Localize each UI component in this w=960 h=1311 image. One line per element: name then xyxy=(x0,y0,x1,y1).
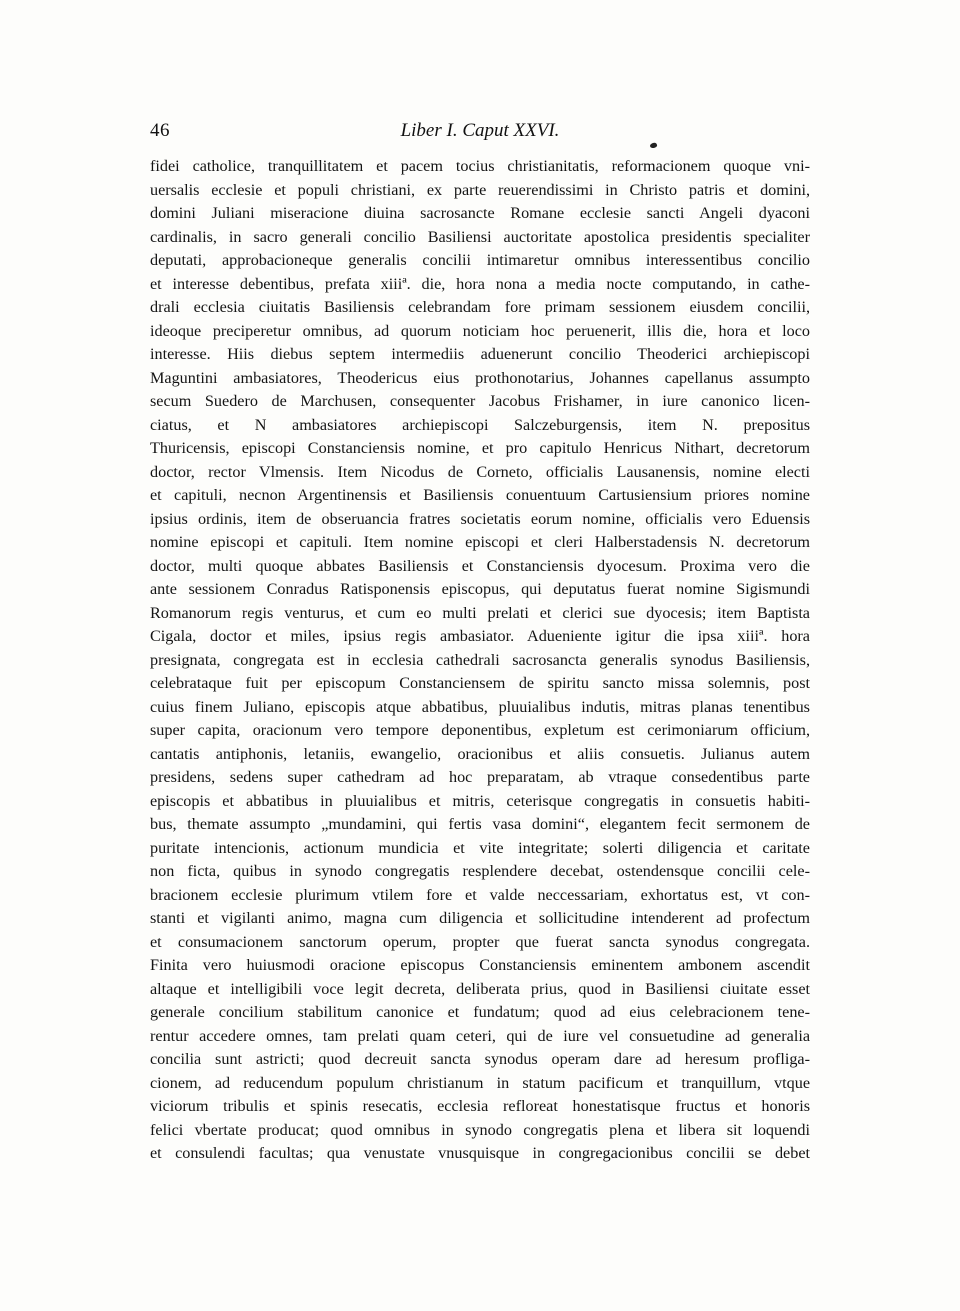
text-line: non ficta, quibus in synodo congregatis resplendere decebat, ostendensque concilii cele- xyxy=(150,862,810,880)
text-line: cionem, ad reducendum populum christianum in statum pacificum et tranquillum, vtque xyxy=(150,1073,810,1092)
text-line: Cigala, doctor et miles, ipsius regis ambasiator. Adueniente igitur die ipsa xiiiª. hora xyxy=(150,627,810,645)
text-line: Thuricensis, episcopi Constanciensis nomine, et pro capitulo Henricus Nithart, decretorum xyxy=(150,439,810,457)
text-line: cantatis antiphonis, letaniis, ewangelio, oracionibus et aliis consuetis. Julianus autem xyxy=(150,744,810,763)
text-line: et consumacionem sanctorum operum, propter que fuerat sancta synodus congregata. xyxy=(150,932,810,951)
text-line: deputati, approbacioneque generalis concilii intimaretur omnibus interessentibus concilio xyxy=(150,251,810,269)
text-line: super capita, oracionum vero tempore deponentibus, expletum est cerimoniarum officium, xyxy=(150,721,810,739)
running-head: Liber I. Caput XXVI. xyxy=(400,120,560,141)
text-line: concilia sunt astricti; quod decreuit sancta synodus operam dare ad heresum profliga- xyxy=(150,1050,810,1068)
text-line: et consulendi facultas; qua venustate vnusquisque in congregacionibus concilii se debet xyxy=(150,1144,810,1162)
text-line: secum Suedero de Marchusen, consequenter Jacobus Frishamer, in iure canonico licen- xyxy=(150,392,810,410)
text-line: ipsius ordinis, item de obseruancia fratres societatis eorum nomine, officialis vero Eduensis xyxy=(150,509,810,528)
text-line: nomine episcopi et capituli. Item nomine episcopi et cleri Halberstadensis N. decretorum xyxy=(150,533,810,551)
text-line: cardinalis, in sacro generali concilio Basiliensi auctoritate apostolica presidentis specialiter xyxy=(150,227,810,246)
page-number: 46 xyxy=(150,120,170,141)
text-line: felici vbertate producat; quod omnibus in synodo congregatis plena et libera sit loquendi xyxy=(150,1120,810,1139)
text-line: altaque et intelligibili voce legit decreta, deliberata prius, quod in Basiliensi ciuitate esset xyxy=(150,979,810,998)
text-line: cuius finem Juliano, episcopis atque abbatibus, pluuialibus indutis, mitras planas tenentibus xyxy=(150,697,810,716)
page-header xyxy=(150,120,810,146)
text-line: bracionem ecclesie plurimum vtilem fore et valde neccessariam, exhortatus est, vt con- xyxy=(150,885,810,904)
text-line: doctor, rector Vlmensis. Item Nicodus de Corneto, officialis Lausanensis, nomine electi xyxy=(150,462,810,481)
text-line: doctor, multi quoque abbates Basiliensis et Constanciensis dyocesum. Proxima vero die xyxy=(150,556,810,575)
text-line: drali ecclesia ciuitatis Basiliensis celebrandam fore primam sessionem eiusdem concilii, xyxy=(150,298,810,316)
text-line: celebrataque fuit per episcopum Constanciensem de spiritu sancto missa solemnis, post xyxy=(150,674,810,692)
text-line: interesse. Hiis diebus septem intermediis aduenerunt concilio Theoderici archiepiscopi xyxy=(150,345,810,363)
text-line: puritate intencionis, actionum mundicia et vite integritate; solerti diligencia et caritate xyxy=(150,838,810,857)
text-line: fidei catholice, tranquillitatem et pacem tocius christianitatis, reformacionem quoque vni- xyxy=(150,157,810,175)
ink-spot-mark xyxy=(649,142,657,149)
text-line: ideoque preciperetur omnibus, ad quorum noticiam hoc peruenerit, illis die, hora et loco xyxy=(150,321,810,340)
text-line: presignata, congregata est in ecclesia cathedrali sacrosancta generalis synodus Basiliensis, xyxy=(150,650,810,669)
text-line: Romanorum regis venturus, et cum eo multi prelati et clerici sue dyocesis; item Baptista xyxy=(150,603,810,622)
text-line: ante sessionem Conradus Ratisponensis episcopus, qui deputatus fuerat nomine Sigismundi xyxy=(150,580,810,598)
text-line: presidens, sedens super cathedram ad hoc preparatam, ab vtraque consedentibus parte xyxy=(150,768,810,786)
text-line: ciatus, et N ambasiatores archiepiscopi Salczeburgensis, item N. prepositus xyxy=(150,415,810,434)
text-line: generale concilium stabilitum canonice et fundatum; quod ad eius celebracionem tene- xyxy=(150,1003,810,1021)
body-text xyxy=(150,155,810,1166)
text-line: uersalis ecclesie et populi christiani, ex parte reuerendissimi in Christo patris et domini, xyxy=(150,180,810,199)
text-line: Finita vero huiusmodi oracione episcopus Constanciensis eminentem ambonem ascendit xyxy=(150,956,810,974)
text-line: et interesse debentibus, prefata xiiiª. die, hora nona a media nocte computando, in cathe- xyxy=(150,274,810,293)
text-line: et capituli, necnon Argentinensis et Basiliensis conuentuum Cartusiensium priores nomine xyxy=(150,486,810,504)
text-line: stanti et vigilanti animo, magna cum diligencia et sollicitudine intenderent ad profectum xyxy=(150,909,810,927)
text-line: rentur accedere omnes, tam prelati quam ceteri, qui de iure vel consuetudine ad generalia xyxy=(150,1026,810,1045)
text-line: viciorum tribulis et spinis resecatis, ecclesia refloreat honestatisque fructus et honoris xyxy=(150,1097,810,1115)
text-line: episcopis et abbatibus in pluuialibus et mitris, ceterisque congregatis in consuetis habiti- xyxy=(150,791,810,810)
text-line: bus, themate assumpto „mundamini, qui fertis vasa domini“, elegantem fecit sermonem de xyxy=(150,815,810,833)
text-line: domini Juliani miseracione diuina sacrosancte Romane ecclesie sancti Angeli dyaconi xyxy=(150,204,810,222)
text-line: Maguntini ambasiatores, Theodericus eius prothonotarius, Johannes capellanus assumpto xyxy=(150,368,810,387)
